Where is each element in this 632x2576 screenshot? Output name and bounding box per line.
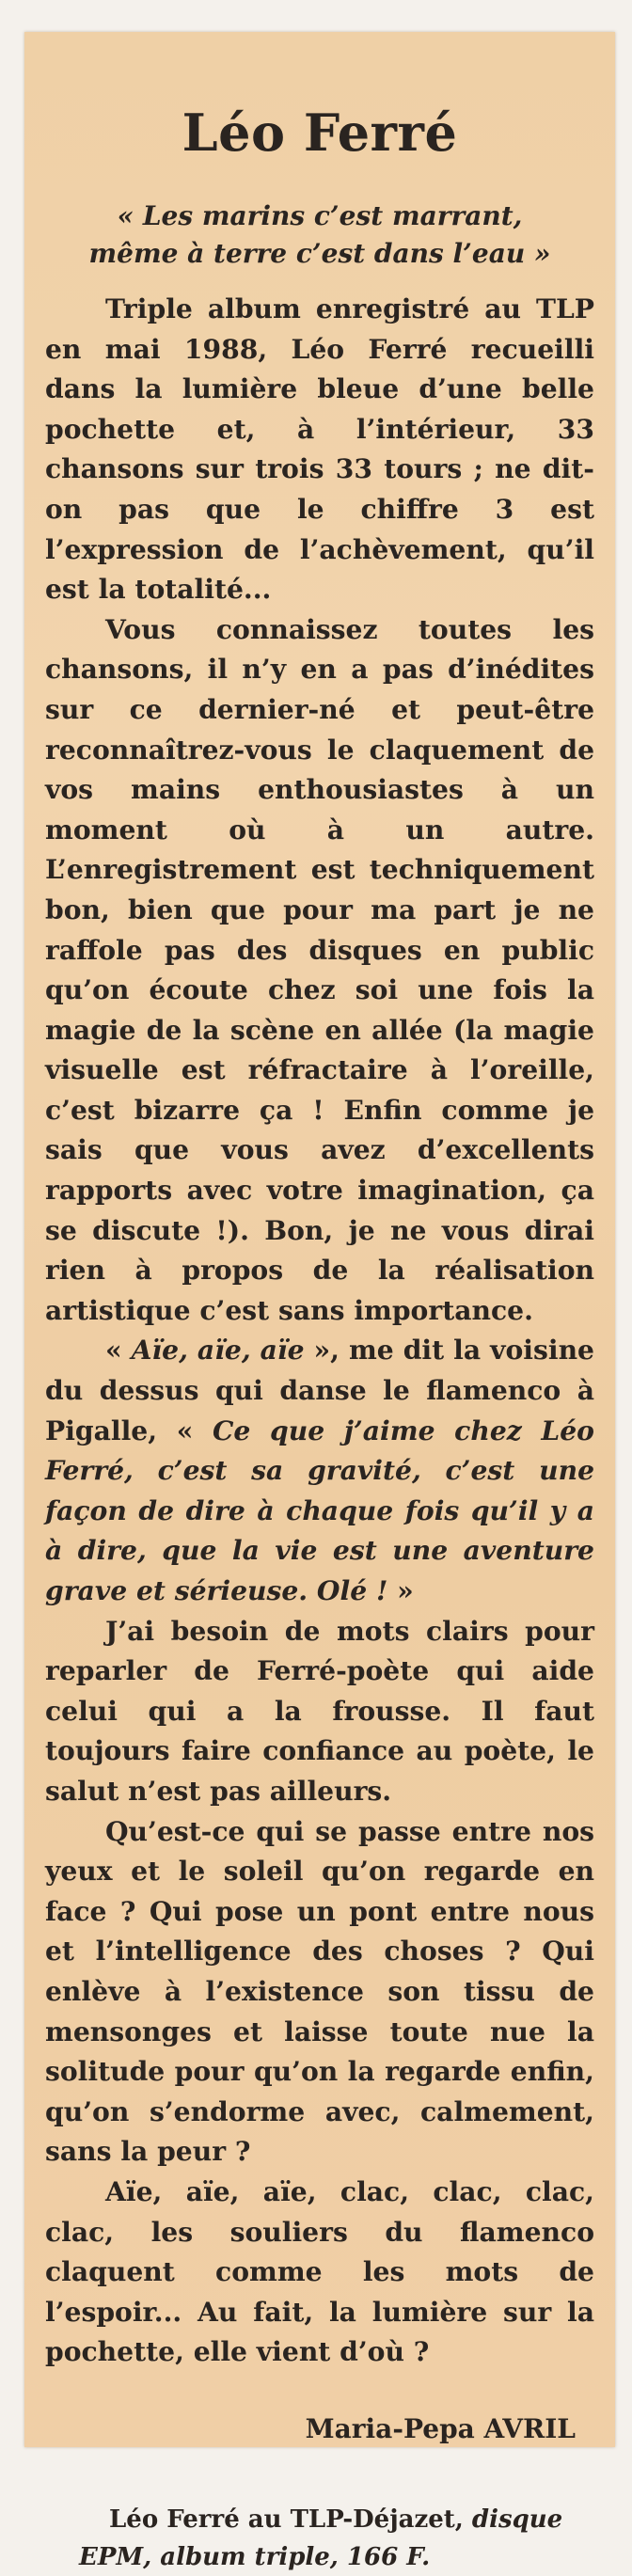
article-paragraph xyxy=(45,290,594,610)
italic-quote-text: Ce que j’aime chez Léo Ferré, c’est sa gravité, c’est une façon de dire à chaque fois qu’il y a à dire, que la vie est une aventure grave et sérieuse. Olé ! xyxy=(45,1414,594,1606)
epigraph-quote xyxy=(45,198,594,273)
epigraph-line: « Les marins c’est marrant, xyxy=(117,200,523,231)
article-paragraph xyxy=(45,1612,594,1812)
paragraph-text: Aïe, aïe, aïe, clac, clac, clac, clac, les souliers du flamenco claquent comme les mots de l’espoir... Au fait, la lumière sur la pochette, elle vient d’où ? xyxy=(45,2175,594,2368)
article-paragraph xyxy=(45,2173,594,2373)
epigraph-line: même à terre c’est dans l’eau » xyxy=(88,238,551,269)
paragraph-text: », me dit la voisine du dessus qui danse le flamenco à Pigalle, « xyxy=(45,1335,594,1446)
paragraph-text: Qu’est-ce qui se passe entre nos yeux et le soleil qu’on regarde en face ? Qui pose un pont entre nous et l’intelligence des choses ? Qui enlève à l’existence son tissu de mensonges et laisse toute nue la solitude pour qu’on la regarde enfin, qu’on s’endorme avec, calmement, sans la peur ? xyxy=(45,1815,594,2168)
paragraph-text: » xyxy=(387,1575,414,1606)
newspaper-clipping xyxy=(24,32,615,2571)
article-paragraph xyxy=(45,1331,594,1611)
paragraph-text: « xyxy=(105,1335,132,1367)
article-paragraph xyxy=(45,1812,594,2173)
italic-quote-text: Aïe, aïe, aïe xyxy=(131,1335,305,1367)
footnote-italic-text: disque EPM, album triple, 166 F. xyxy=(79,2505,563,2571)
paragraph-text: Vous connaissez toutes les chansons, il n’y en a pas d’inédites sur ce dernier-né et peut-être reconnaîtrez-vous le claquement de vos mains enthousiastes à un moment où à un autre. L’enregistrement est techniquement bon, bien que pour ma part je ne raffole pas des disques en public qu’on écoute chez soi une fois la magie de la scène en allée (la magie visuelle est réfractaire à l’oreille, c’est bizarre ça ! Enfin comme je sais que vous avez d’excellents rapports avec votre imagination, ça se discute !). Bon, je ne vous dirai rien à propos de la réalisation artistique c’est sans importance. xyxy=(45,613,594,1326)
article-body xyxy=(45,290,594,2373)
article-paragraph xyxy=(45,610,594,1332)
footnote-text: Léo Ferré au TLP-Déjazet, xyxy=(109,2505,472,2534)
album-credits-footnote xyxy=(45,2501,594,2576)
author-signature: Maria-Pepa AVRIL xyxy=(305,2412,576,2444)
article-title: Léo Ferré xyxy=(182,103,458,163)
paragraph-text: Triple album enregistré au TLP en mai 1988, Léo Ferré recueilli dans la lumière bleue d’une belle pochette et, à l’intérieur, 33 chansons sur trois 33 tours ; ne dit-on pas que le chiffre 3 est l’expression de l’achèvement, qu’il est la totalité... xyxy=(45,293,594,606)
paragraph-text: J’ai besoin de mots clairs pour reparler de Ferré-poète qui aide celui qui a la frousse. Il faut toujours faire confiance au poète, le salut n’est pas ailleurs. xyxy=(45,1615,594,1807)
